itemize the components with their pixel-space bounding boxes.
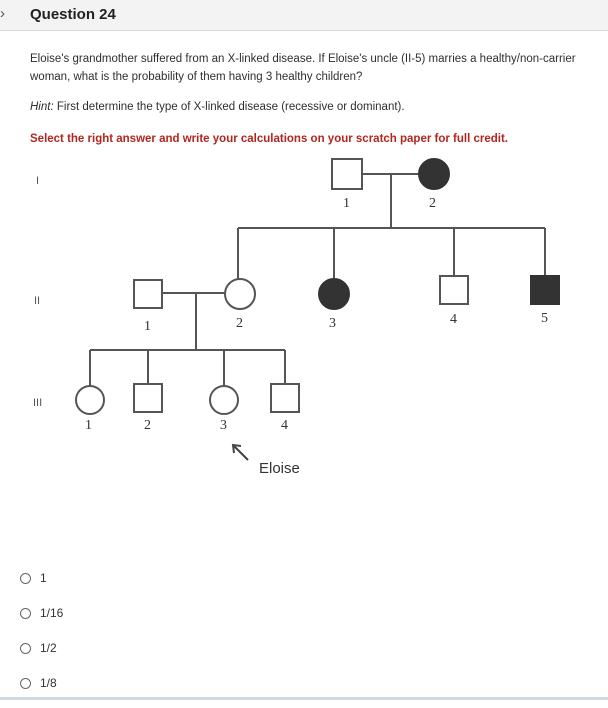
chevron-right-icon[interactable]: › [0,5,5,22]
question-text: Eloise's grandmother suffered from an X-linked disease. If Eloise's uncle (II-5) marries a healthy/non-carrier woman, what is the probability of them having 3 healthy children? [30,53,576,83]
pedigree-III-4-male [271,384,299,412]
pedigree-III-1-female [76,386,104,414]
pedigree-number-I-1: 1 [343,196,350,211]
pedigree-number-III-4: 4 [281,418,288,433]
answer-option-1-16[interactable] [20,603,63,623]
radio-button[interactable] [20,573,31,584]
answer-option-1-8[interactable] [20,673,63,693]
answer-label: 1/16 [40,606,64,620]
answer-option-1-2[interactable] [20,638,63,658]
hint-label: Hint: [30,101,54,113]
proband-label: Eloise [259,460,300,477]
answer-label: 1 [40,571,47,585]
pedigree-I-2-female-affected [419,159,449,189]
generation-label-I: I [36,175,40,187]
radio-button[interactable] [20,643,31,654]
answer-options [20,568,63,708]
generation-label-III: III [33,397,43,409]
pedigree-number-II-3: 3 [329,316,336,331]
hint [30,98,590,116]
pedigree-number-III-1: 1 [85,418,92,433]
radio-button[interactable] [20,678,31,689]
pedigree-number-III-2: 2 [144,418,151,433]
pedigree-number-II-5: 5 [541,311,548,326]
answer-label: 1/2 [40,641,57,655]
pedigree-number-I-2: 2 [429,196,436,211]
pedigree-III-3-female [210,386,238,414]
hint-text: First determine the type of X-linked disease (recessive or dominant). [56,101,405,113]
pedigree-II-3-female-affected [319,279,349,309]
pedigree-II-5-male-affected [531,276,559,304]
question-header [0,0,608,31]
answer-label: 1/8 [40,676,57,690]
instruction-text: Select the right answer and write your calculations on your scratch paper for full credit. [30,133,509,145]
question-title: Question 24 [30,6,116,23]
pedigree-number-II-4: 4 [450,312,457,327]
pedigree-II-2-female [225,279,255,309]
radio-button[interactable] [20,608,31,619]
pedigree-number-II-1: 1 [144,319,151,334]
generation-label-II: II [34,295,41,307]
answer-option-1[interactable] [20,568,63,588]
pedigree-chart [0,150,608,480]
pedigree-II-4-male [440,276,468,304]
pedigree-II-1-male [134,280,162,308]
pedigree-number-II-2: 2 [236,316,243,331]
pedigree-number-III-3: 3 [220,418,227,433]
proband-arrow-icon [233,445,248,460]
pedigree-III-2-male [134,384,162,412]
pedigree-I-1-male [332,159,362,189]
